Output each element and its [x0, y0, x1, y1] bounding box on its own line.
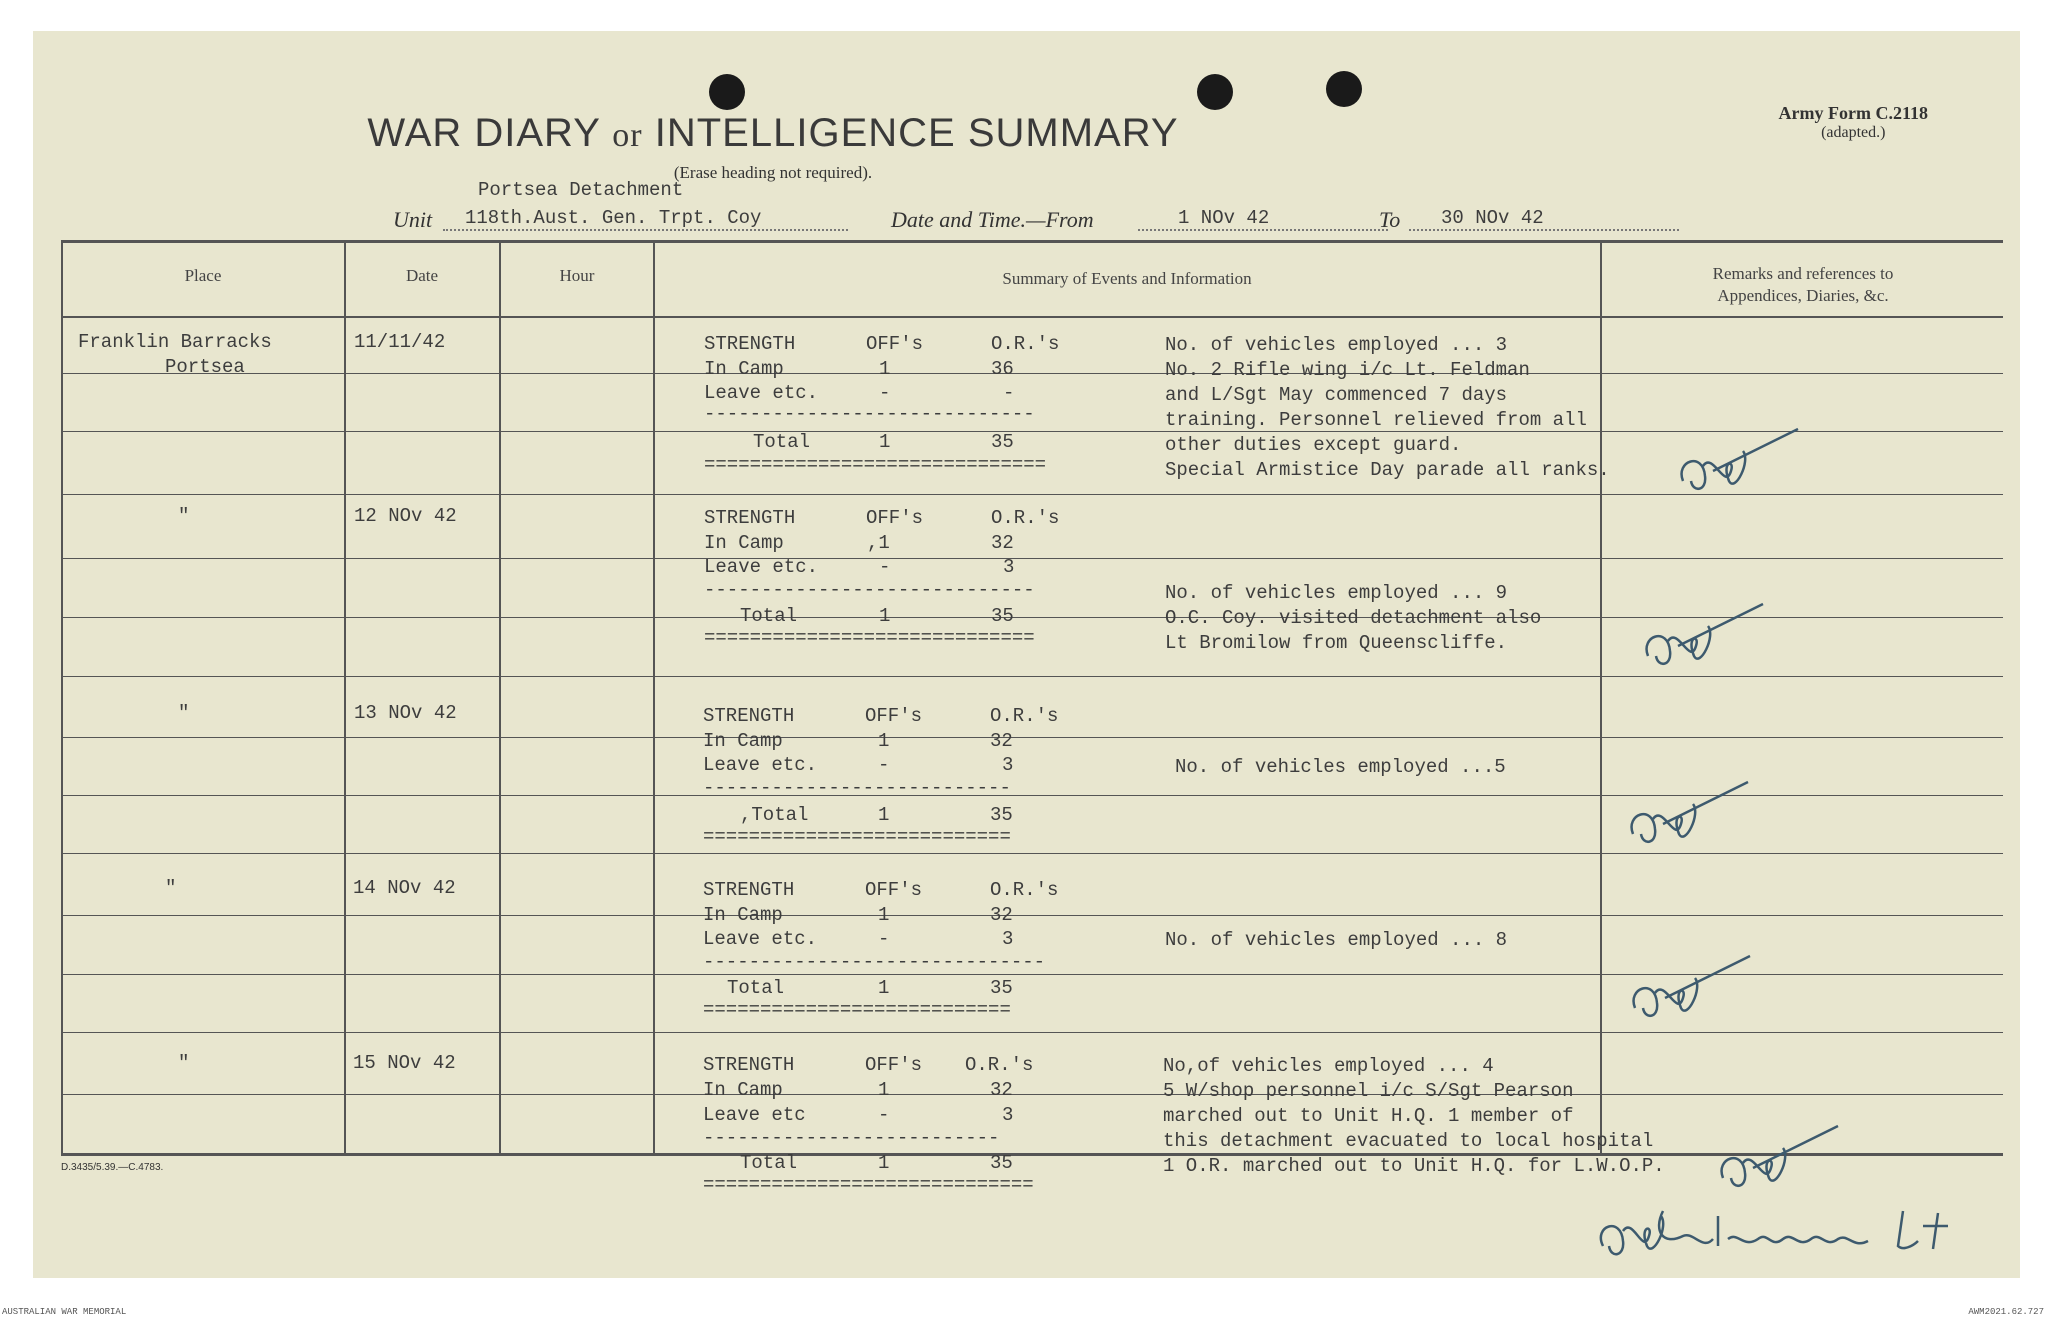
leave-or: 3: [1003, 556, 1015, 578]
leave-label: Leave etc.: [704, 556, 819, 578]
punch-hole: [1197, 74, 1233, 110]
total-off: 1: [879, 431, 891, 453]
note-line: marched out to Unit H.Q. 1 member of: [1163, 1105, 1574, 1127]
title-or: or: [612, 117, 643, 154]
in-camp-label: In Camp: [703, 1079, 783, 1101]
offs-label: OFF's: [866, 507, 924, 529]
note-line: No. of vehicles employed ... 8: [1165, 929, 1508, 951]
total-or: 35: [990, 804, 1013, 826]
in-camp-off: 1: [879, 358, 891, 380]
entry-notes: [1165, 928, 1507, 953]
leave-or: -: [1003, 382, 1015, 404]
date-to-dotline: [1409, 229, 1679, 231]
total-label: Total: [740, 1152, 798, 1174]
initials-signature: [1625, 948, 1755, 1028]
officer-signature: [1593, 1191, 1993, 1271]
note-line: No. of vehicles employed ... 3: [1165, 334, 1508, 356]
column-header-place: Place: [184, 266, 222, 285]
strength-label: STRENGTH: [704, 507, 796, 529]
unit-dotline: [443, 229, 848, 231]
in-camp-label: In Camp: [704, 532, 784, 554]
in-camp-or: 32: [990, 730, 1013, 752]
ors-label: O.R.'s: [990, 705, 1059, 727]
ors-label: O.R.'s: [990, 879, 1059, 901]
date-from-value: 1 NOv 42: [1178, 207, 1270, 229]
date-from-label: Date and Time.—From: [891, 207, 1094, 232]
strength-label: STRENGTH: [703, 1054, 795, 1076]
leave-label: Leave etc.: [703, 928, 818, 950]
in-camp-off: 1: [878, 904, 890, 926]
ors-label: O.R.'s: [991, 333, 1060, 355]
dash-rule: -----------------------------: [704, 403, 1035, 425]
entry-place: ": [178, 702, 190, 724]
army-form-label: [1779, 103, 1928, 142]
diary-sheet: [33, 31, 2020, 1278]
in-camp-or: 32: [990, 904, 1013, 926]
leave-label: Leave etc.: [704, 382, 819, 404]
entry-place: ": [165, 877, 177, 899]
total-label: ,Total: [740, 804, 809, 826]
entry-notes: [1163, 1054, 1665, 1179]
entry-notes: [1165, 333, 1610, 483]
note-line: No,of vehicles employed ... 4: [1163, 1055, 1494, 1077]
total-or: 35: [990, 977, 1013, 999]
leave-or: 3: [1002, 928, 1014, 950]
entry-notes: [1165, 581, 1541, 656]
army-form-number: Army Form C.2118: [1778, 103, 1928, 123]
total-double-rule: ===========================: [703, 826, 1011, 848]
dash-rule: ------------------------------: [703, 951, 1046, 973]
punch-hole: [1326, 71, 1362, 107]
form-title: [33, 111, 1513, 156]
row-rule: [61, 915, 2003, 916]
in-camp-label: In Camp: [703, 730, 783, 752]
note-line: 5 W/shop personnel i/c S/Sgt Pearson: [1163, 1080, 1574, 1102]
total-double-rule: ==============================: [704, 454, 1047, 476]
entry-date: 14 NOv 42: [353, 877, 456, 899]
total-label: Total: [753, 431, 811, 453]
printer-code: D.3435/5.39.—C.4783.: [61, 1162, 164, 1173]
note-line: training. Personnel relieved from all: [1165, 409, 1587, 431]
note-line: Lt Bromilow from Queenscliffe.: [1165, 632, 1508, 654]
total-label: Total: [740, 605, 798, 627]
table-top-rule: [61, 240, 2003, 243]
row-rule: [61, 676, 2003, 677]
leave-or: 3: [1002, 754, 1014, 776]
in-camp-label: In Camp: [703, 904, 783, 926]
entry-date: 12 NOv 42: [354, 505, 457, 527]
in-camp-or: 32: [990, 1079, 1013, 1101]
entry-place-line2: Portsea: [165, 356, 245, 378]
row-rule: [61, 737, 2003, 738]
leave-off: -: [879, 382, 891, 404]
leave-label: Leave etc: [703, 1104, 806, 1126]
note-line: other duties except guard.: [1165, 434, 1462, 456]
row-rule: [61, 373, 2003, 374]
title-intelligence-summary: INTELLIGENCE SUMMARY: [654, 111, 1179, 155]
in-camp-off: ,1: [867, 532, 890, 554]
entry-place: ": [178, 1052, 190, 1074]
total-or: 35: [991, 431, 1014, 453]
dash-rule: -----------------------------: [704, 579, 1035, 601]
row-rule: [61, 1032, 2003, 1033]
archive-reference: AWM2021.62.727: [1968, 1307, 2044, 1317]
initials-signature: [1638, 596, 1768, 676]
note-line: and L/Sgt May commenced 7 days: [1165, 384, 1508, 406]
date-from-dotline: [1138, 229, 1388, 231]
entry-date: 15 NOv 42: [353, 1052, 456, 1074]
column-header-summary: Summary of Events and Information: [1002, 269, 1252, 288]
army-form-note: (adapted.): [1821, 124, 1886, 141]
col-rule-hour: [653, 240, 655, 1155]
total-off: 1: [878, 977, 890, 999]
leave-off: -: [878, 1104, 890, 1126]
strength-label: STRENGTH: [703, 879, 795, 901]
note-line: Special Armistice Day parade all ranks.: [1165, 459, 1610, 481]
total-off: 1: [878, 804, 890, 826]
detachment-name: Portsea Detachment: [478, 179, 684, 201]
remarks-header-line1: Remarks and references to: [1712, 264, 1894, 283]
title-war-diary: WAR DIARY: [367, 111, 601, 155]
total-or: 35: [991, 605, 1014, 627]
note-line: No. of vehicles employed ... 9: [1165, 582, 1508, 604]
archive-label: AUSTRALIAN WAR MEMORIAL: [2, 1307, 127, 1317]
entry-place: Franklin Barracks: [78, 331, 272, 353]
row-rule: [61, 1094, 2003, 1095]
col-rule-left: [61, 240, 63, 1155]
in-camp-off: 1: [878, 730, 890, 752]
entry-place: ": [178, 505, 190, 527]
dash-rule: --------------------------: [703, 1127, 1000, 1149]
note-line: No. of vehicles employed ...5: [1175, 756, 1506, 778]
note-line: 1 O.R. marched out to Unit H.Q. for L.W.O.P.: [1163, 1155, 1665, 1177]
leave-off: -: [879, 556, 891, 578]
column-header-date: Date: [405, 266, 439, 285]
col-rule-place: [344, 240, 346, 1155]
offs-label: OFF's: [865, 1054, 923, 1076]
date-to-label: To: [1379, 207, 1401, 232]
col-rule-date: [499, 240, 501, 1155]
leave-off: -: [878, 928, 890, 950]
strength-label: STRENGTH: [703, 705, 795, 727]
in-camp-or: 32: [991, 532, 1014, 554]
column-header-remarks: [1603, 263, 2003, 307]
total-or: 35: [990, 1152, 1013, 1174]
in-camp-or: 36: [991, 358, 1014, 380]
entry-date: 13 NOv 42: [354, 702, 457, 724]
offs-label: OFF's: [865, 705, 923, 727]
row-rule: [61, 558, 2003, 559]
unit-value: 118th.Aust. Gen. Trpt. Coy: [465, 207, 762, 229]
dash-rule: ---------------------------: [703, 777, 1011, 799]
table-bottom-rule: [61, 1153, 2003, 1156]
leave-off: -: [878, 754, 890, 776]
in-camp-off: 1: [878, 1079, 890, 1101]
punch-hole: [709, 74, 745, 110]
ors-label: O.R.'s: [991, 507, 1060, 529]
initials-signature: [1673, 421, 1803, 501]
total-double-rule: =============================: [704, 627, 1035, 649]
initials-signature: [1623, 774, 1753, 854]
note-line: this detachment evacuated to local hospital: [1163, 1130, 1654, 1152]
entry-date: 11/11/42: [354, 331, 446, 353]
ors-label: O.R.'s: [965, 1054, 1034, 1076]
offs-label: OFF's: [865, 879, 923, 901]
entry-notes: [1175, 755, 1506, 780]
total-double-rule: ===========================: [703, 999, 1011, 1021]
unit-label: Unit: [393, 207, 433, 232]
form-subtitle: (Erase heading not required).: [673, 163, 873, 182]
total-double-rule: =============================: [703, 1174, 1034, 1196]
initials-signature: [1713, 1118, 1843, 1198]
strength-label: STRENGTH: [704, 333, 796, 355]
total-label: Total: [727, 977, 785, 999]
table-header-rule: [61, 316, 2003, 318]
note-line: O.C. Coy. visited detachment also: [1165, 607, 1542, 629]
total-off: 1: [878, 1152, 890, 1174]
in-camp-label: In Camp: [704, 358, 784, 380]
leave-label: Leave etc.: [703, 754, 818, 776]
column-header-hour: Hour: [559, 266, 595, 285]
total-off: 1: [879, 605, 891, 627]
offs-label: OFF's: [866, 333, 924, 355]
remarks-header-line2: Appendices, Diaries, &c.: [1717, 286, 1889, 305]
date-to-value: 30 NOv 42: [1441, 207, 1544, 229]
note-line: No. 2 Rifle wing i/c Lt. Feldman: [1165, 359, 1530, 381]
leave-or: 3: [1002, 1104, 1014, 1126]
